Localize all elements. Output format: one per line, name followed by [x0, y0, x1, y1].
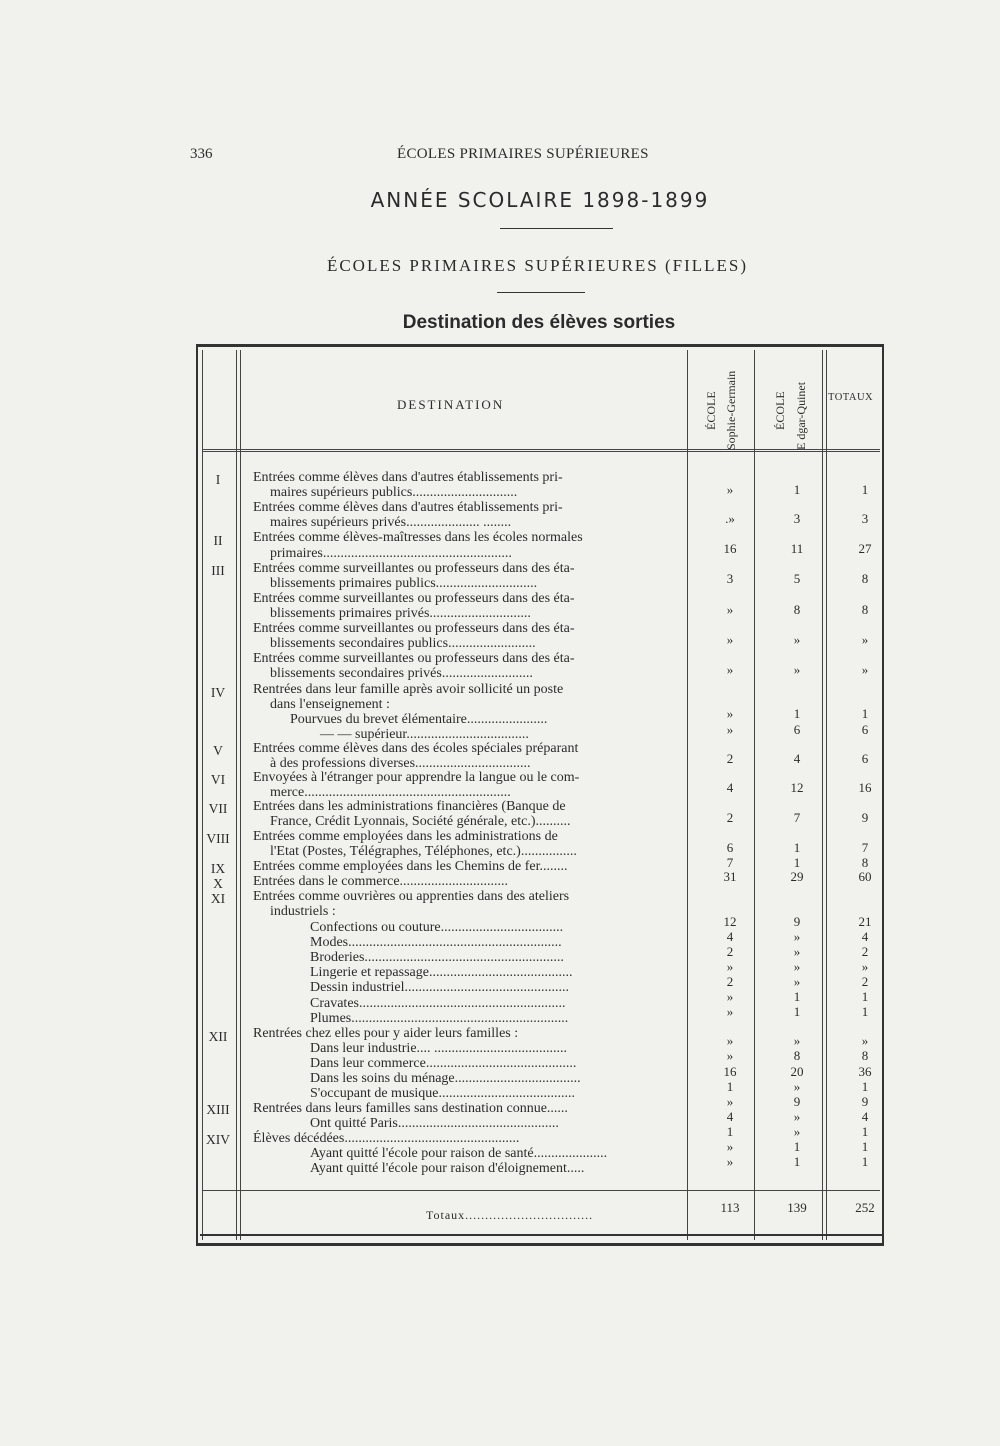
table-title: Destination des élèves sorties — [402, 312, 676, 333]
cell-school2: 1 — [793, 482, 801, 497]
destination-line: dans l'enseignement : — [270, 697, 390, 712]
destination-line: Entrées comme employées dans les administrations de — [253, 829, 558, 844]
cell-school1: » — [726, 1094, 734, 1109]
destination-line: Ayant quitté l'école pour raison d'éloignement..... — [310, 1161, 585, 1176]
row-number: XII — [208, 1029, 228, 1044]
cell-school1: .» — [725, 511, 735, 526]
column-rule — [822, 350, 823, 1240]
column-header-school-1: Sophie-Germain — [724, 370, 738, 450]
cell-school1: » — [726, 722, 734, 737]
header-rule — [202, 449, 880, 452]
column-rule — [240, 350, 241, 1240]
column-rule — [236, 350, 237, 1240]
page-title: ANNÉE SCOLAIRE 1898-1899 — [370, 188, 710, 212]
subtitle: ÉCOLES PRIMAIRES SUPÉRIEURES (FILLES) — [326, 256, 749, 275]
destination-line: Entrées comme ouvrières ou apprenties dans des ateliers — [253, 889, 570, 904]
cell-school1: 16 — [723, 1064, 737, 1079]
destination-line: S'occupant de musique....................................... — [310, 1086, 575, 1101]
row-number: V — [213, 743, 223, 758]
destination-line: Entrées comme surveillantes ou professeurs dans des éta- — [253, 621, 575, 636]
destination-line: Dans les soins du ménage.................................... — [310, 1071, 581, 1086]
destination-line: Entrées comme élèves dans d'autres établissements pri- — [253, 500, 563, 515]
row-number: IV — [210, 685, 226, 700]
cell-school1: 2 — [726, 944, 734, 959]
cell-total: » — [861, 632, 869, 647]
destination-line: maires supérieurs privés..................... ........ — [270, 515, 512, 530]
destination-line: Entrées dans les administrations financières (Banque de — [253, 799, 566, 814]
cell-total: 8 — [861, 571, 869, 586]
row-number: VII — [208, 801, 228, 816]
cell-total: 4 — [861, 1109, 869, 1124]
cell-school1: » — [726, 1048, 734, 1063]
column-header-ecole-1: ÉCOLE — [704, 391, 718, 430]
total-overall: 252 — [855, 1200, 875, 1215]
title-rule — [500, 228, 613, 229]
cell-total: 1 — [861, 706, 869, 721]
destination-line: blissements primaires privés............................. — [270, 606, 531, 621]
cell-school2: » — [793, 1109, 801, 1124]
cell-school1: » — [726, 602, 734, 617]
destination-line: Entrées comme surveillantes ou professeurs dans des éta- — [253, 651, 575, 666]
cell-total: 9 — [861, 810, 869, 825]
destination-line: Ont quitté Paris.............................................. — [310, 1116, 559, 1131]
cell-school1: » — [726, 1004, 734, 1019]
cell-school1: 31 — [723, 869, 737, 884]
cell-total: 1 — [861, 989, 869, 1004]
cell-total: 1 — [861, 482, 869, 497]
cell-school1: » — [726, 1033, 734, 1048]
cell-school1: 4 — [726, 1109, 734, 1124]
row-number: XIII — [206, 1102, 230, 1117]
cell-total: 6 — [861, 751, 869, 766]
destination-line: à des professions diverses................................. — [270, 756, 531, 771]
cell-school2: 8 — [793, 1048, 801, 1063]
destination-line: blissements secondaires publics......................... — [270, 636, 536, 651]
totals-rule — [202, 1190, 880, 1191]
cell-school2: » — [793, 944, 801, 959]
row-number: XIV — [206, 1132, 230, 1147]
cell-school2: » — [793, 1033, 801, 1048]
cell-total: 1 — [861, 1124, 869, 1139]
total-school2: 139 — [787, 1200, 807, 1215]
cell-total: 21 — [858, 914, 872, 929]
destination-line: Dans leur industrie.... ...................................... — [310, 1041, 568, 1056]
destination-line: Ayant quitté l'école pour raison de santé..................... — [310, 1146, 608, 1161]
destination-line: Confections ou couture................................... — [310, 920, 564, 935]
cell-total: 1 — [861, 1139, 869, 1154]
column-rule — [826, 350, 827, 1240]
cell-school1: 2 — [726, 751, 734, 766]
row-number: VIII — [206, 831, 230, 846]
destination-line: merce........................................................... — [270, 785, 511, 800]
cell-school1: » — [726, 706, 734, 721]
destination-line: Modes............................................................. — [310, 935, 562, 950]
row-number: I — [215, 472, 221, 487]
destination-line: Élèves décédées.................................................. — [253, 1131, 520, 1146]
destination-line: Dessin industriel............................................... — [310, 980, 569, 995]
cell-school1: 1 — [726, 1124, 734, 1139]
cell-school2: 1 — [793, 989, 801, 1004]
cell-school1: » — [726, 989, 734, 1004]
cell-total: 16 — [858, 780, 872, 795]
cell-school1: 2 — [726, 810, 734, 825]
cell-school1: 1 — [726, 1079, 734, 1094]
destination-line: — — supérieur................................... — [320, 727, 529, 742]
cell-school2: » — [793, 1124, 801, 1139]
cell-total: » — [861, 959, 869, 974]
cell-school2: 11 — [790, 541, 804, 556]
cell-school2: 9 — [793, 914, 801, 929]
destination-line: France, Crédit Lyonnais, Société générale, etc.).......... — [270, 814, 571, 829]
cell-total: 6 — [861, 722, 869, 737]
cell-school1: » — [726, 1139, 734, 1154]
cell-school2: 20 — [790, 1064, 804, 1079]
cell-school1: » — [726, 482, 734, 497]
cell-school1: 2 — [726, 974, 734, 989]
destination-line: blissements primaires publics............................. — [270, 576, 538, 591]
destination-line: maires supérieurs publics.............................. — [270, 485, 518, 500]
destination-line: Entrées comme élèves-maîtresses dans les écoles normales — [253, 530, 583, 545]
destination-line: Rentrées chez elles pour y aider leurs familles : — [253, 1026, 519, 1041]
cell-total: 4 — [861, 929, 869, 944]
cell-total: 27 — [858, 541, 872, 556]
destination-line: Lingerie et repassage......................................... — [310, 965, 573, 980]
bottom-rule — [200, 1234, 882, 1236]
cell-total: 1 — [861, 1154, 869, 1169]
cell-total: 3 — [861, 511, 869, 526]
column-header-destination: DESTINATION — [397, 397, 505, 412]
cell-school2: 1 — [793, 706, 801, 721]
row-number: VI — [210, 772, 226, 787]
column-header-ecole-2: ÉCOLE — [773, 391, 787, 430]
cell-school2: 12 — [790, 780, 804, 795]
column-header-totals: TOTAUX — [828, 392, 874, 403]
cell-school1: 7 — [726, 855, 734, 870]
cell-school1: 3 — [726, 571, 734, 586]
destination-line: Rentrées dans leur famille après avoir sollicité un poste — [253, 682, 564, 697]
cell-school2: » — [793, 1079, 801, 1094]
column-rule — [754, 350, 755, 1240]
cell-school1: 16 — [723, 541, 737, 556]
cell-total: 1 — [861, 1079, 869, 1094]
destination-line: Rentrées dans leurs familles sans destination connue...... — [253, 1101, 568, 1116]
destination-line: Entrées comme surveillantes ou professeurs dans des éta- — [253, 591, 575, 606]
cell-school1: » — [726, 632, 734, 647]
cell-total: 7 — [861, 840, 869, 855]
destination-line: l'Etat (Postes, Télégraphes, Téléphones, etc.)................ — [270, 844, 577, 859]
destination-line: Entrées comme élèves dans d'autres établissements pri- — [253, 470, 563, 485]
row-number: II — [213, 533, 223, 548]
cell-school2: 5 — [793, 571, 801, 586]
cell-total: 9 — [861, 1094, 869, 1109]
cell-school1: » — [726, 1154, 734, 1169]
row-number: X — [213, 876, 223, 891]
totals-label: Totaux................................ — [426, 1208, 594, 1222]
cell-school1: 12 — [723, 914, 737, 929]
destination-line: Broderies......................................................... — [310, 950, 564, 965]
cell-total: 60 — [858, 869, 872, 884]
cell-total: 36 — [858, 1064, 872, 1079]
cell-school2: 1 — [793, 855, 801, 870]
cell-school2: » — [793, 632, 801, 647]
cell-school2: 9 — [793, 1094, 801, 1109]
cell-total: 1 — [861, 1004, 869, 1019]
cell-school2: 1 — [793, 1154, 801, 1169]
cell-school2: 29 — [790, 869, 804, 884]
row-number: IX — [210, 861, 226, 876]
destination-line: Cravates........................................................... — [310, 996, 566, 1011]
cell-school2: 1 — [793, 840, 801, 855]
cell-school1: 4 — [726, 929, 734, 944]
cell-total: 2 — [861, 974, 869, 989]
cell-total: 8 — [861, 1048, 869, 1063]
cell-total: 8 — [861, 602, 869, 617]
destination-line: Entrées comme employées dans les Chemins de fer........ — [253, 859, 568, 874]
cell-school2: » — [793, 929, 801, 944]
cell-school2: » — [793, 974, 801, 989]
destination-line: Envoyées à l'étranger pour apprendre la langue ou le com- — [253, 770, 580, 785]
cell-total: 8 — [861, 855, 869, 870]
column-rule — [687, 350, 688, 1240]
destination-line: Pourvues du brevet élémentaire....................... — [290, 712, 548, 727]
cell-school2: 1 — [793, 1139, 801, 1154]
cell-school1: » — [726, 959, 734, 974]
destination-line: Entrées comme surveillantes ou professeurs dans des éta- — [253, 561, 575, 576]
cell-school2: 4 — [793, 751, 801, 766]
cell-school1: 4 — [726, 780, 734, 795]
cell-school2: » — [793, 959, 801, 974]
cell-school2: 6 — [793, 722, 801, 737]
cell-school2: 1 — [793, 1004, 801, 1019]
cell-school2: » — [793, 662, 801, 677]
cell-school1: » — [726, 662, 734, 677]
subtitle-rule — [497, 292, 585, 293]
cell-school2: 8 — [793, 602, 801, 617]
destination-line: Plumes.............................................................. — [310, 1011, 569, 1026]
destination-line: Dans leur commerce........................................... — [310, 1056, 577, 1071]
cell-total: » — [861, 662, 869, 677]
cell-school2: 3 — [793, 511, 801, 526]
destination-line: blissements secondaires privés.......................... — [270, 666, 533, 681]
destination-line: Entrées dans le commerce............................... — [253, 874, 509, 889]
cell-school2: 7 — [793, 810, 801, 825]
column-header-school-2: E dgar-Quinet — [794, 381, 808, 450]
row-number: III — [211, 563, 225, 578]
running-title: ÉCOLES PRIMAIRES SUPÉRIEURES — [397, 146, 649, 162]
destination-line: primaires...................................................... — [270, 546, 512, 561]
row-number: XI — [210, 891, 226, 906]
page-number: 336 — [190, 146, 213, 162]
total-school1: 113 — [720, 1200, 740, 1215]
destination-line: Entrées comme élèves dans des écoles spéciales préparant — [253, 741, 579, 756]
cell-total: 2 — [861, 944, 869, 959]
cell-total: » — [861, 1033, 869, 1048]
destination-line: industriels : — [270, 904, 336, 919]
cell-school1: 6 — [726, 840, 734, 855]
